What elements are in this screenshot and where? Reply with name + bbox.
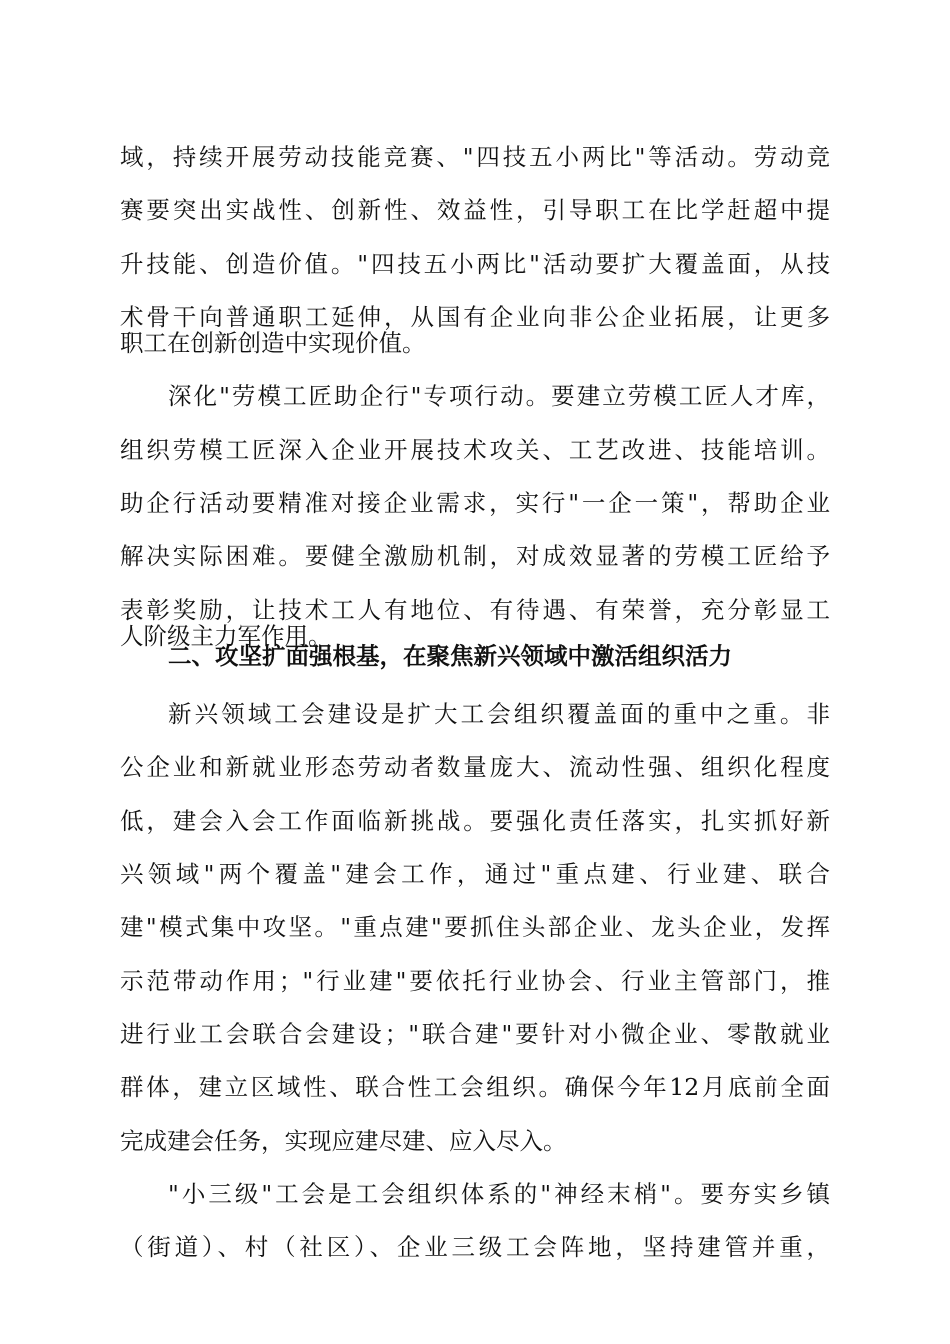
body-text-line: 升技能、创造价值。"四技五小两比"活动要扩大覆盖面，从技 bbox=[120, 250, 830, 278]
paragraph-first-line: 深化"劳模工匠助企行"专项行动。要建立劳模工匠人才库， bbox=[168, 382, 830, 410]
body-text-line: 表彰奖励，让技术工人有地位、有待遇、有荣誉，充分彰显工 bbox=[120, 596, 830, 624]
body-text-line: （街道）、村（社区）、企业三级工会阵地，坚持建管并重， bbox=[120, 1233, 830, 1261]
body-text-line: 职工在创新创造中实现价值。 bbox=[120, 329, 426, 357]
body-text-line: 示范带动作用；"行业建"要依托行业协会、行业主管部门，推 bbox=[120, 967, 830, 995]
body-text-line: 域，持续开展劳动技能竞赛、"四技五小两比"等活动。劳动竞 bbox=[120, 143, 830, 171]
body-text-line: 低，建会入会工作面临新挑战。要强化责任落实，扎实抓好新 bbox=[120, 807, 830, 835]
body-text-line: 解决实际困难。要健全激励机制，对成效显著的劳模工匠给予 bbox=[120, 542, 830, 570]
body-text-line: 赛要突出实战性、创新性、效益性，引导职工在比学赶超中提 bbox=[120, 196, 830, 224]
body-text-line: 建"模式集中攻坚。"重点建"要抓住头部企业、龙头企业，发挥 bbox=[120, 913, 830, 941]
body-text-line: 公企业和新就业形态劳动者数量庞大、流动性强、组织化程度 bbox=[120, 753, 830, 781]
body-text-line: 术骨干向普通职工延伸，从国有企业向非公企业拓展，让更多 bbox=[120, 303, 830, 331]
body-text-line: 人阶级主力军作用。 bbox=[120, 622, 332, 650]
body-text-line: 组织劳模工匠深入企业开展技术攻关、工艺改进、技能培训。 bbox=[120, 436, 830, 464]
section-heading: 二、攻坚扩面强根基，在聚焦新兴领域中激活组织活力 bbox=[168, 642, 732, 670]
paragraph-first-line: "小三级"工会是工会组织体系的"神经末梢"。要夯实乡镇 bbox=[168, 1180, 830, 1208]
body-text-line: 完成建会任务，实现应建尽建、应入尽入。 bbox=[120, 1127, 567, 1155]
body-text-line: 兴领域"两个覆盖"建会工作，通过"重点建、行业建、联合 bbox=[120, 860, 830, 888]
paragraph-first-line: 新兴领域工会建设是扩大工会组织覆盖面的重中之重。非 bbox=[168, 700, 830, 728]
body-text-line: 助企行活动要精准对接企业需求，实行"一企一策"，帮助企业 bbox=[120, 489, 830, 517]
body-text-line: 进行业工会联合会建设；"联合建"要针对小微企业、零散就业 bbox=[120, 1020, 830, 1048]
body-text-line: 群体，建立区域性、联合性工会组织。确保今年12月底前全面 bbox=[120, 1073, 830, 1101]
